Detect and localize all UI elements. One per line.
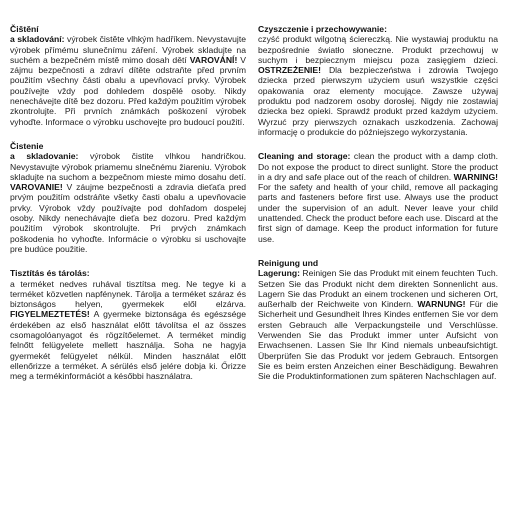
warning-label: WARNUNG! bbox=[417, 299, 466, 310]
warning-label: VAROVANIE! bbox=[10, 182, 63, 193]
section-text-continued: For the safety and health of your child, remove all packaging parts and fasteners before first use. Always use the product under the supervision of an adult. Never leave your child unattended. Check the product before each use. Discard at the first sign of damage. Keep the product information for future use. bbox=[258, 182, 498, 244]
warning-label: OSTRZEŻENIE! bbox=[258, 65, 322, 76]
section-czech-body bbox=[10, 34, 246, 127]
right-column bbox=[258, 24, 498, 396]
section-german-heading-line bbox=[258, 258, 498, 268]
section-hungarian-heading-line bbox=[10, 268, 246, 278]
section-text: clean the product with a damp cloth. Do not expose the product to direct sunlight. Store the product in a dry and safe place out of the reach of children. bbox=[258, 151, 498, 182]
section-text-continued: V zájmu bezpečnosti a zdraví dítěte odstraňte před prvním použitím všechny části obalu a upevňovací prvky. Výrobek používejte vždy pod dohledem dospělé osoby. Nikdy nenechávejte dítě bez dozoru. Před každým použitím výrobek zkontrolujte. Při prvních známkách poškození výrobek vyhoďte. Informace o výrobku uschovejte pro budoucí použití. bbox=[10, 54, 246, 127]
section-polish-heading-line bbox=[258, 24, 498, 34]
section-heading: Čištění bbox=[10, 24, 39, 34]
section-czech bbox=[10, 24, 246, 127]
section-english-body bbox=[258, 151, 498, 244]
section-heading: Czyszczenie i przechowywanie: bbox=[258, 24, 387, 34]
warning-label: VAROVÁNÍ! bbox=[189, 54, 238, 65]
section-german-body bbox=[258, 268, 498, 381]
section-slovak-heading-line bbox=[10, 141, 246, 151]
section-heading: Cleaning and storage: bbox=[258, 151, 351, 162]
section-german bbox=[258, 258, 498, 382]
section-heading: Čistenie bbox=[10, 140, 44, 151]
section-text: a terméket nedves ruhával tisztítsa meg. Ne tegye ki a terméket közvetlen napfénynek. Tárolja a terméket száraz és biztonságos helyen, gyermekek elől elzárva. bbox=[10, 278, 246, 310]
section-text: výrobek čistěte vlhkým hadříkem. Nevystavujte výrobek přímému slunečnímu záření. Výrobek skladujte na suchém a bezpečném místě mimo dosah dětí bbox=[10, 34, 246, 65]
section-english bbox=[258, 151, 498, 244]
section-text: czyść produkt wilgotną ściereczką. Nie wystawiaj produktu na bezpośrednie światło słoneczne. Produkt przechowuj w suchym i bezpiecznym miejscu poza zasięgiem dzieci. bbox=[258, 34, 498, 65]
section-subheading: a skladovanie: bbox=[10, 151, 79, 162]
section-czech-heading-line bbox=[10, 24, 246, 34]
section-polish bbox=[258, 24, 498, 137]
warning-label: FIGYELMEZTETÉS! bbox=[10, 309, 90, 320]
section-subheading: Lagerung: bbox=[258, 268, 301, 279]
section-text: Reinigen Sie das Produkt mit einem feuchten Tuch. Setzen Sie das Produkt nicht dem direkten Sonnenlicht aus. Lagern Sie das Produkt an einem trockenen und sicheren Ort, außerhalb der Reichweite von Kindern. bbox=[258, 268, 498, 310]
section-polish-body bbox=[258, 34, 498, 137]
left-column bbox=[10, 24, 246, 396]
section-hungarian bbox=[10, 268, 246, 381]
section-slovak-body bbox=[10, 151, 246, 254]
section-heading: Reinigung und bbox=[258, 257, 319, 268]
section-heading: Tisztítás és tárolás: bbox=[10, 268, 90, 279]
section-text-continued: Dla bezpieczeństwa i zdrowia Twojego dziecka przed pierwszym użyciem usuń wszystkie części opakowania oraz elementy mocujące. Zawsze używaj produktu pod nadzorem osoby dorosłej. Nigdy nie zostawiaj dziecka bez opieki. Sprawdź produkt przed każdym użyciem. Wyrzuć przy pierwszych oznakach uszkodzenia. Zachowaj informację o produkcie do późniejszego wykorzystania. bbox=[258, 65, 498, 137]
section-text: výrobok čistite vlhkou handričkou. Nevystavujte výrobok priamemu slnečnému žiareniu. Výrobok skladujte na suchom a bezpečnom mieste mimo dosahu detí. bbox=[10, 151, 246, 182]
section-subheading: a skladování: bbox=[10, 34, 65, 45]
section-text-continued: A gyermeke biztonsága és egészsége érdekében az első használat előtt távolítsa el az összes csomagolóanyagot és rögzítőelemet. A terméket mindig felnőtt felügyelete mellett használja. Soha ne hagyja gyermekét felügyelet nélkül. Minden használat előtt ellenőrizze a terméket. A sérülés első jelére dobja ki. Őrizze meg a termékinformációt a későbbi használatra. bbox=[10, 309, 246, 382]
section-text-continued: V záujme bezpečnosti a zdravia dieťaťa pred prvým použitím odstráňte všetky časti obalu a upevňovacie prvky. Výrobok vždy používajte pod dohľadom dospelej osoby. Nikdy nenechávajte dieťa bez dozoru. Pred každým použitím výrobok skontrolujte. Pri prvých známkach poškodenia ho vyhoďte. Informácie o výrobku si uschovajte pre budúce použitie. bbox=[10, 182, 246, 254]
section-text-continued: Für die Sicherheit und Gesundheit Ihres Kindes entfernen Sie vor dem ersten Gebrauch alle Verpackungsteile und Verschlüsse. Verwenden Sie das Produkt immer unter Aufsicht von Erwachsenen. Lassen Sie Ihr Kind niemals unbeaufsichtigt. Überprüfen Sie das Produkt vor jedem Gebrauch. Entsorgen Sie es beim ersten Anzeichen einer Beschädigung. Bewahren Sie die Produktinformationen zum späteren Nachschlagen auf. bbox=[258, 299, 499, 382]
section-slovak bbox=[10, 141, 246, 254]
warning-label: WARNING! bbox=[453, 171, 498, 182]
section-hungarian-body bbox=[10, 279, 246, 382]
